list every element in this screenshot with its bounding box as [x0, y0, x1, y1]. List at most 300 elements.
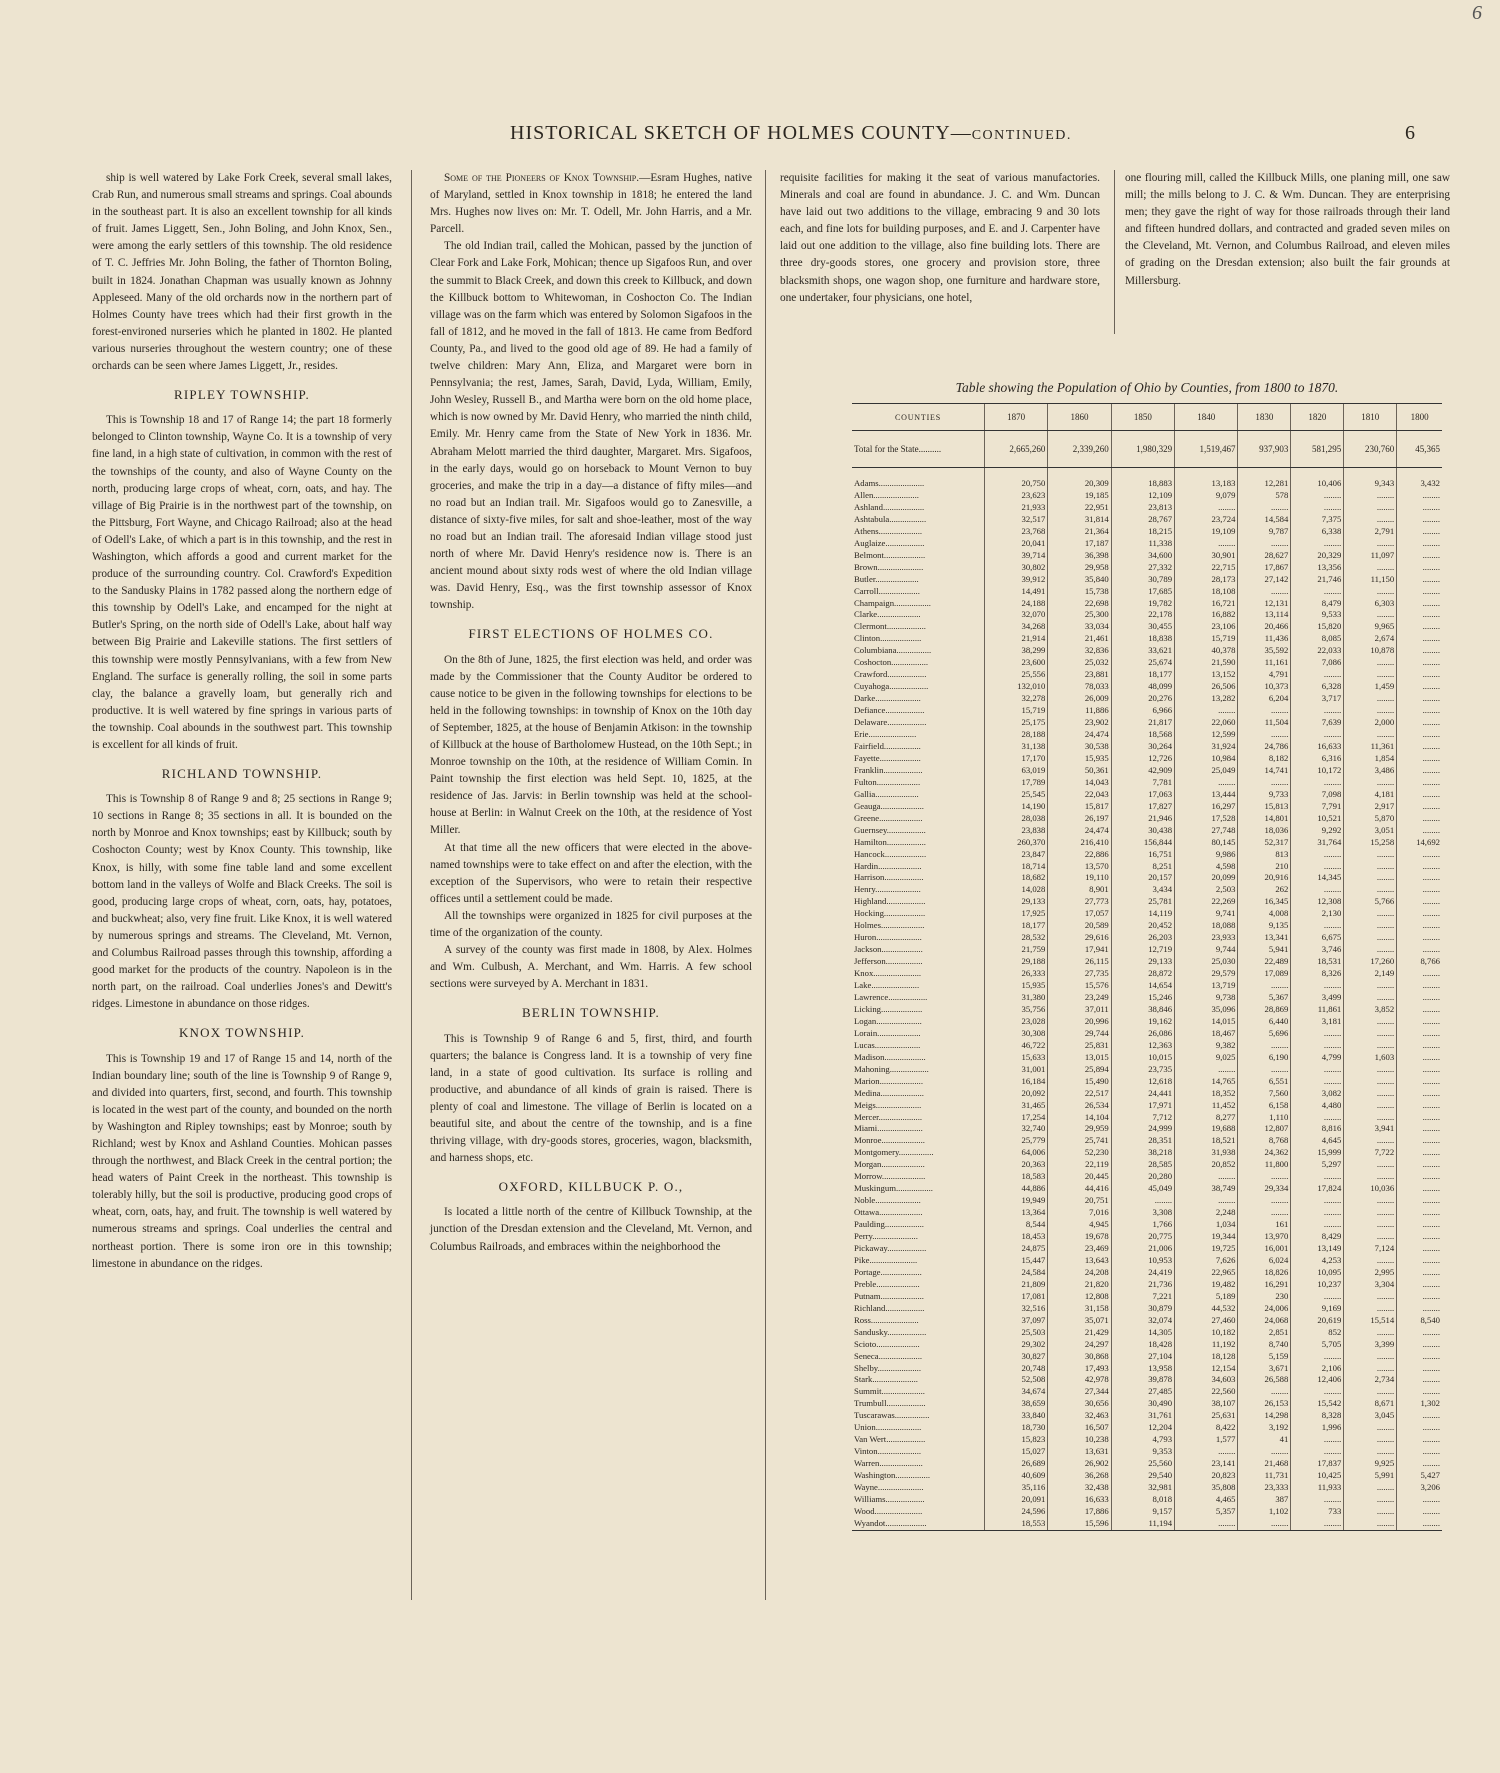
population-cell: ........ — [1344, 657, 1397, 669]
population-cell: 30,789 — [1111, 574, 1174, 586]
county-name-cell: Auglaize.................. — [854, 537, 925, 548]
population-cell: 6,158 — [1238, 1100, 1291, 1112]
table-row — [852, 1398, 1442, 1410]
population-cell: 4,793 — [1111, 1434, 1174, 1446]
population-cell: ........ — [1397, 1458, 1442, 1470]
population-cell: 21,914 — [985, 633, 1048, 645]
population-cell: 4,008 — [1238, 908, 1291, 920]
population-cell: ........ — [1397, 1183, 1442, 1195]
table-row — [852, 1470, 1442, 1482]
population-cell: 28,188 — [985, 729, 1048, 741]
paragraph-text: —Esram Hughes, native of Maryland, settled in Knox township in 1818; he entered the land Mrs. Hughes now lives on: Mr. T. Odell, Mr. John Harris, and a Mr. Parcell. — [430, 172, 753, 236]
population-cell: 3,941 — [1344, 1123, 1397, 1135]
population-cell: 14,741 — [1238, 765, 1291, 777]
population-cell: 24,875 — [985, 1243, 1048, 1255]
population-cell: 15,576 — [1048, 980, 1111, 992]
population-cell: 31,764 — [1291, 837, 1344, 849]
county-name-cell: Henry..................... — [854, 884, 921, 895]
population-cell: 7,124 — [1344, 1243, 1397, 1255]
table-row — [852, 550, 1442, 562]
population-cell: ........ — [1291, 1112, 1344, 1124]
county-name-cell: Knox...................... — [854, 968, 922, 979]
population-cell: 24,419 — [1111, 1267, 1174, 1279]
population-cell: 32,740 — [985, 1123, 1048, 1135]
population-cell: 2,106 — [1291, 1363, 1344, 1375]
population-cell: 30,538 — [1048, 741, 1111, 753]
population-cell: ........ — [1397, 550, 1442, 562]
population-cell: 23,847 — [985, 849, 1048, 861]
population-cell: ........ — [1291, 1171, 1344, 1183]
table-row — [852, 526, 1442, 538]
county-name-cell: Holmes.................... — [854, 920, 925, 931]
population-cell: 18,521 — [1175, 1135, 1238, 1147]
population-cell: 78,033 — [1048, 681, 1111, 693]
population-cell: 21,809 — [985, 1279, 1048, 1291]
population-cell: ........ — [1238, 729, 1291, 741]
population-cell: ........ — [1344, 1195, 1397, 1207]
county-name-cell: Defiance.................. — [854, 705, 925, 716]
population-cell: ........ — [1397, 514, 1442, 526]
population-cell: 14,298 — [1238, 1410, 1291, 1422]
population-cell: ........ — [1238, 586, 1291, 598]
population-cell: ........ — [1397, 1374, 1442, 1386]
population-cell: 4,598 — [1175, 861, 1238, 873]
population-cell: 8,277 — [1175, 1112, 1238, 1124]
population-cell: 21,364 — [1048, 526, 1111, 538]
population-cell: 17,827 — [1111, 801, 1174, 813]
population-cell: 260,370 — [985, 837, 1048, 849]
title-continued: CONTINUED. — [971, 128, 1072, 143]
population-cell: 5,991 — [1344, 1470, 1397, 1482]
table-row — [852, 1351, 1442, 1363]
population-cell: 15,999 — [1291, 1147, 1344, 1159]
section-heading-berlin: BERLIN TOWNSHIP. — [522, 1005, 660, 1021]
population-cell: 20,309 — [1048, 478, 1111, 490]
population-cell: 26,333 — [985, 968, 1048, 980]
population-cell: 17,260 — [1344, 956, 1397, 968]
population-cell: 4,791 — [1238, 669, 1291, 681]
county-name-cell: Miami..................... — [854, 1123, 923, 1134]
section-heading-ripley: RIPLEY TOWNSHIP. — [174, 387, 310, 403]
population-cell: ........ — [1291, 1076, 1344, 1088]
population-cell: 7,781 — [1111, 777, 1174, 789]
population-cell: 5,766 — [1344, 896, 1397, 908]
population-cell: 23,249 — [1048, 992, 1111, 1004]
population-cell: 34,268 — [985, 621, 1048, 633]
county-name-cell: Ashtabula................. — [854, 513, 927, 524]
table-row — [852, 992, 1442, 1004]
population-cell: 38,299 — [985, 645, 1048, 657]
population-cell: 5,189 — [1175, 1291, 1238, 1303]
table-row — [852, 1482, 1442, 1494]
county-name-cell: Cuyahoga.................. — [854, 681, 929, 692]
population-cell: ........ — [1291, 1207, 1344, 1219]
population-cell: 16,184 — [985, 1076, 1048, 1088]
population-cell: 20,775 — [1111, 1231, 1174, 1243]
population-cell: 16,345 — [1238, 896, 1291, 908]
population-cell: 17,254 — [985, 1112, 1048, 1124]
population-cell: 11,361 — [1344, 741, 1397, 753]
population-cell: 12,808 — [1048, 1291, 1111, 1303]
population-cell: 387 — [1238, 1494, 1291, 1506]
population-cell: 9,135 — [1238, 920, 1291, 932]
population-cell: 13,631 — [1048, 1446, 1111, 1458]
population-cell: 44,886 — [985, 1183, 1048, 1195]
population-cell: 17,493 — [1048, 1363, 1111, 1375]
population-cell: 3,082 — [1291, 1088, 1344, 1100]
county-name-cell: Mahoning.................. — [854, 1063, 929, 1074]
population-cell: 23,623 — [985, 490, 1048, 502]
population-cell: 10,984 — [1175, 753, 1238, 765]
population-cell: 29,302 — [985, 1339, 1048, 1351]
population-cell: 33,840 — [985, 1410, 1048, 1422]
table-row — [852, 932, 1442, 944]
population-cell: 26,153 — [1238, 1398, 1291, 1410]
table-row — [852, 598, 1442, 610]
population-cell: ........ — [1397, 1004, 1442, 1016]
population-cell: ........ — [1397, 1135, 1442, 1147]
county-name-cell: Wood...................... — [854, 1505, 923, 1516]
paragraph: one flouring mill, called the Killbuck Mills, one planing mill, one saw mill; the mills belong to J. C. & Wm. Duncan. They are enterprising men; they gave the right of way for those railroads through their land and fifteen hundred dollars, and contracted and graded seven miles on the Cleveland, Mt. Vernon, and Columbus Railroad, and eleven miles of grading on the Dresdan extension; also built the fair grounds at Millersburg. — [1125, 172, 1450, 287]
population-cell: 24,474 — [1048, 825, 1111, 837]
county-name-cell: Van Wert.................. — [854, 1434, 926, 1445]
population-cell: ........ — [1344, 1112, 1397, 1124]
population-cell: ........ — [1397, 717, 1442, 729]
population-cell: 20,099 — [1175, 872, 1238, 884]
population-cell: 3,434 — [1111, 884, 1174, 896]
population-cell: ........ — [1344, 944, 1397, 956]
population-cell: ........ — [1291, 920, 1344, 932]
county-name-cell: Champaign................. — [854, 597, 931, 608]
county-name-cell: Perry..................... — [854, 1231, 918, 1242]
population-cell: 20,852 — [1175, 1159, 1238, 1171]
population-cell: 5,941 — [1238, 944, 1291, 956]
population-cell: ........ — [1397, 645, 1442, 657]
population-cell: 11,861 — [1291, 1004, 1344, 1016]
population-cell: ........ — [1397, 1410, 1442, 1422]
population-cell: 3,206 — [1397, 1482, 1442, 1494]
county-name-cell: Meigs..................... — [854, 1099, 922, 1110]
county-name-cell: Crawford.................. — [854, 669, 927, 680]
population-cell: 35,808 — [1175, 1482, 1238, 1494]
population-cell: 32,070 — [985, 609, 1048, 621]
county-name-cell: Ashland................... — [854, 501, 925, 512]
population-cell: ........ — [1344, 992, 1397, 1004]
population-cell: ........ — [1344, 908, 1397, 920]
population-cell: 17,971 — [1111, 1100, 1174, 1112]
population-cell: 11,800 — [1238, 1159, 1291, 1171]
population-cell: ........ — [1344, 490, 1397, 502]
population-cell: 38,846 — [1111, 1004, 1174, 1016]
county-name-cell: Belmont................... — [854, 549, 926, 560]
table-row — [852, 1147, 1442, 1159]
population-cell: 38,107 — [1175, 1398, 1238, 1410]
paragraph: The old Indian trail, called the Mohican, passed by the junction of Clear Fork and Lake Fork, Mohican; thence up Sigafoos Run, and over the summit to Black Creek, and down this creek to Killbuck, and down the Killbuck bottom to Whitewoman, in Coshocton Co. The Indian village was on the farm which was entered by Solomon Sigafoos in the fall of 1812, and he moved in the fall of 1813. He came from Bedford County, Pa., and lived to the good old age of 89. He had a family of twelve children: Mary Ann, Eliza, and Margaret were born in Pennsylvania; the rest, James, Sarah, David, Lyda, William, Emily, John Wesley, Russell B., and Martha were born on the old home place, which is now owned by Mr. David Henry, who married the ninth child, Emily. Mr. Henry came from the State of New York in 1836. Mr. Abraham Melott married the third daughter, Margaret. Mrs. Sigafoos, in the early days, would go on horseback to Mount Vernon to buy groceries, and make the trip in a day—a distance of fifty miles—and no road but an Indian trail. Mr. Sigafoos would go to Zanesville, a distance of sixty-five miles, for salt and shoe-leather, most of the way no road but an Indian trail. The aforesaid Indian village stood just north of where Mr. David Henry's residence now is. There is an ancient mound about sixty rods west of where the old Indian village was. David Henry, Esq., was the first township assessor of Knox township. — [430, 240, 752, 612]
county-name-cell: Preble.................... — [854, 1278, 920, 1289]
population-cell: 8,671 — [1344, 1398, 1397, 1410]
population-cell: 10,238 — [1048, 1434, 1111, 1446]
population-cell: 24,441 — [1111, 1088, 1174, 1100]
county-name-cell: Portage................... — [854, 1266, 922, 1277]
table-row — [852, 1458, 1442, 1470]
population-cell: 40,378 — [1175, 645, 1238, 657]
population-cell: 30,308 — [985, 1028, 1048, 1040]
table-row — [852, 669, 1442, 681]
population-cell: ........ — [1397, 908, 1442, 920]
population-cell: 18,531 — [1291, 956, 1344, 968]
population-cell: ........ — [1175, 1064, 1238, 1076]
table-row — [852, 849, 1442, 861]
population-cell: ........ — [1291, 980, 1344, 992]
population-cell: 26,009 — [1048, 693, 1111, 705]
year-column-header: 1850 — [1111, 404, 1174, 431]
population-cell: 7,791 — [1291, 801, 1344, 813]
population-cell: 22,715 — [1175, 562, 1238, 574]
population-cell: 24,297 — [1048, 1339, 1111, 1351]
population-cell: 30,438 — [1111, 825, 1174, 837]
table-row — [852, 1386, 1442, 1398]
county-name-cell: Pike...................... — [854, 1254, 918, 1265]
population-cell: 13,570 — [1048, 861, 1111, 873]
total-cell: 581,295 — [1291, 431, 1344, 468]
population-cell: ........ — [1397, 538, 1442, 550]
population-cell: ........ — [1344, 1446, 1397, 1458]
population-cell: 32,278 — [985, 693, 1048, 705]
population-cell: ........ — [1291, 705, 1344, 717]
page-header — [100, 122, 1440, 152]
population-cell: ........ — [1397, 1386, 1442, 1398]
population-cell: 24,786 — [1238, 741, 1291, 753]
population-cell: 6,316 — [1291, 753, 1344, 765]
year-column-header: 1860 — [1048, 404, 1111, 431]
population-cell: ........ — [1291, 490, 1344, 502]
population-cell: 15,542 — [1291, 1398, 1344, 1410]
paragraph: This is Township 8 of Range 9 and 8; 25 sections in Range 9; 10 sections in Range 8; 35 sections in all. It is bounded on the north by Monroe and Knox townships; east by Killbuck; south by Coshocton County; west by Knox County. This township, like Knox, is hilly, with some fine table land and some excellent bottom land in the valleys of Wolfe and Black Creeks. The soil is good, producing large crops of wheat, corn, oats, hay, potatoes, and buckwheat; also, very fine fruit. Like Knox, it is well watered by numerous springs and streams. The Cleveland, Mt. Vernon, and Columbus Railroad passes through this township, affording a good market for the products of the country. Napoleon is in the north part, on the railroad. Coal underlies Jones's and Dewitt's ridges. Limestone in abundance on those ridges. — [92, 793, 392, 1011]
population-cell: 28,532 — [985, 932, 1048, 944]
table-row — [852, 1506, 1442, 1518]
table-row — [852, 1494, 1442, 1506]
county-name-cell: Lawrence.................. — [854, 991, 928, 1002]
population-cell: 26,506 — [1175, 681, 1238, 693]
population-cell: 7,375 — [1291, 514, 1344, 526]
population-cell: 5,696 — [1238, 1028, 1291, 1040]
county-name-cell: Putnam.................... — [854, 1290, 924, 1301]
table-row — [852, 1052, 1442, 1064]
paragraph — [430, 170, 752, 238]
population-cell: 20,619 — [1291, 1315, 1344, 1327]
population-cell: ........ — [1291, 1028, 1344, 1040]
population-cell: ........ — [1175, 705, 1238, 717]
population-cell: 45,049 — [1111, 1183, 1174, 1195]
population-cell: 33,034 — [1048, 621, 1111, 633]
population-cell: 39,878 — [1111, 1374, 1174, 1386]
population-cell: 27,735 — [1048, 968, 1111, 980]
population-cell: ........ — [1344, 1518, 1397, 1530]
population-cell: 38,749 — [1175, 1183, 1238, 1195]
population-cell: 9,744 — [1175, 944, 1238, 956]
population-cell: 20,750 — [985, 478, 1048, 490]
county-name-cell: Warren.................... — [854, 1458, 923, 1469]
population-cell: 28,627 — [1238, 550, 1291, 562]
county-name-cell: Clarke.................... — [854, 609, 921, 620]
table-row — [852, 944, 1442, 956]
population-cell: 29,579 — [1175, 968, 1238, 980]
population-cell: ........ — [1397, 932, 1442, 944]
population-cell: ........ — [1397, 621, 1442, 633]
population-cell: 15,258 — [1344, 837, 1397, 849]
population-cell: 1,766 — [1111, 1219, 1174, 1231]
population-cell: ........ — [1344, 920, 1397, 932]
population-cell: 17,057 — [1048, 908, 1111, 920]
population-cell: 11,097 — [1344, 550, 1397, 562]
population-cell: 20,466 — [1238, 621, 1291, 633]
population-cell: 26,902 — [1048, 1458, 1111, 1470]
population-cell: ........ — [1344, 502, 1397, 514]
county-name-cell: Stark..................... — [854, 1374, 918, 1385]
population-cell: 35,840 — [1048, 574, 1111, 586]
population-cell: 26,197 — [1048, 813, 1111, 825]
population-cell: 3,717 — [1291, 693, 1344, 705]
county-name-cell: Geauga.................... — [854, 800, 924, 811]
population-cell: 4,480 — [1291, 1100, 1344, 1112]
population-cell: 10,425 — [1291, 1470, 1344, 1482]
population-cell: 5,357 — [1175, 1506, 1238, 1518]
population-cell: 733 — [1291, 1506, 1344, 1518]
population-cell: 25,556 — [985, 669, 1048, 681]
page-title — [510, 122, 1072, 145]
table-row — [852, 861, 1442, 873]
text-column-3 — [780, 170, 1100, 307]
population-cell: 11,194 — [1111, 1518, 1174, 1530]
population-cell: 38,659 — [985, 1398, 1048, 1410]
population-cell: 4,945 — [1048, 1219, 1111, 1231]
population-cell: ........ — [1238, 980, 1291, 992]
population-cell: ........ — [1397, 920, 1442, 932]
table-row — [852, 777, 1442, 789]
county-name-cell: Erie...................... — [854, 729, 917, 740]
paragraph: This is Township 19 and 17 of Range 15 and 14, north of the Indian boundary line; south of the line is Township 9 of Range 9, and divided into quarters, first, second, and fourth. This township is located in the west part of the county, and bounded on the north by Washington and Ripley townships; east by Monroe; south by Richland; west by Knox and Ashland Counties. Mohican passes through the northwest, and Black Creek in the central portion; the head waters of Paint Creek in the northeast. This township is tolerably hilly, but the soil is productive, producing good crops of wheat, corn, oats, hay, and fruit. The township is well watered by numerous streams and springs. Coal underlies the central and northeast portion. There is some iron ore in this township; limestone in abundance on the ridges. — [92, 1052, 392, 1270]
population-cell: 23,141 — [1175, 1458, 1238, 1470]
population-cell: ........ — [1344, 872, 1397, 884]
population-cell: 24,188 — [985, 598, 1048, 610]
population-cell: 22,489 — [1238, 956, 1291, 968]
population-cell: 22,060 — [1175, 717, 1238, 729]
population-cell: ........ — [1291, 777, 1344, 789]
population-cell: ........ — [1238, 502, 1291, 514]
population-cell: 14,104 — [1048, 1112, 1111, 1124]
population-cell: 20,363 — [985, 1159, 1048, 1171]
population-cell: ........ — [1397, 992, 1442, 1004]
population-cell: 3,399 — [1344, 1339, 1397, 1351]
population-cell: ........ — [1397, 884, 1442, 896]
table-row — [852, 705, 1442, 717]
county-name-cell: Huron..................... — [854, 932, 922, 943]
population-cell: ........ — [1344, 514, 1397, 526]
population-cell: ........ — [1344, 669, 1397, 681]
population-cell: ........ — [1397, 598, 1442, 610]
county-name-cell: Clinton................... — [854, 633, 922, 644]
population-cell: 34,674 — [985, 1386, 1048, 1398]
population-cell: 18,215 — [1111, 526, 1174, 538]
county-name-cell: Greene.................... — [854, 812, 923, 823]
population-cell: 39,912 — [985, 574, 1048, 586]
population-cell: 7,722 — [1344, 1147, 1397, 1159]
population-cell: ........ — [1397, 1446, 1442, 1458]
county-name-cell: Morgan.................... — [854, 1159, 925, 1170]
population-cell: 8,085 — [1291, 633, 1344, 645]
population-cell: ........ — [1291, 1064, 1344, 1076]
year-column-header: 1840 — [1175, 404, 1238, 431]
population-cell: ........ — [1344, 1494, 1397, 1506]
population-cell: ........ — [1397, 526, 1442, 538]
population-cell: 210 — [1238, 861, 1291, 873]
table-row — [852, 1195, 1442, 1207]
county-name-cell: Seneca.................... — [854, 1350, 923, 1361]
population-cell: 18,453 — [985, 1231, 1048, 1243]
table-row — [852, 741, 1442, 753]
county-name-cell: Washington................ — [854, 1470, 931, 1481]
population-cell: 17,837 — [1291, 1458, 1344, 1470]
population-cell: ........ — [1344, 1291, 1397, 1303]
population-cell: 14,801 — [1238, 813, 1291, 825]
population-table — [852, 403, 1442, 1531]
table-row — [852, 1363, 1442, 1375]
text-column-1 — [92, 170, 392, 1273]
population-cell: 11,452 — [1175, 1100, 1238, 1112]
population-cell: 5,159 — [1238, 1351, 1291, 1363]
population-cell: 8,429 — [1291, 1231, 1344, 1243]
population-cell: 14,692 — [1397, 837, 1442, 849]
table-row — [852, 968, 1442, 980]
table-row — [852, 1207, 1442, 1219]
population-cell: ........ — [1291, 861, 1344, 873]
population-cell: 18,467 — [1175, 1028, 1238, 1040]
county-name-cell: Gallia.................... — [854, 788, 919, 799]
population-cell: ........ — [1397, 705, 1442, 717]
table-row — [852, 478, 1442, 490]
table-row — [852, 1422, 1442, 1434]
population-cell: ........ — [1397, 1112, 1442, 1124]
population-cell: 20,276 — [1111, 693, 1174, 705]
population-cell: ........ — [1397, 968, 1442, 980]
population-cell: 15,823 — [985, 1434, 1048, 1446]
population-cell: 12,204 — [1111, 1422, 1174, 1434]
table-header-row — [852, 404, 1442, 431]
population-cell: 21,817 — [1111, 717, 1174, 729]
population-cell: 18,036 — [1238, 825, 1291, 837]
population-cell: 16,633 — [1048, 1494, 1111, 1506]
population-cell: 25,831 — [1048, 1040, 1111, 1052]
population-cell: 8,328 — [1291, 1410, 1344, 1422]
population-cell: 24,362 — [1238, 1147, 1291, 1159]
county-name-cell: Highland.................. — [854, 896, 926, 907]
population-cell: 18,838 — [1111, 633, 1174, 645]
population-cell: 5,427 — [1397, 1470, 1442, 1482]
population-cell: 24,584 — [985, 1267, 1048, 1279]
population-cell: 6,190 — [1238, 1052, 1291, 1064]
population-cell: ........ — [1397, 1052, 1442, 1064]
population-cell: ........ — [1291, 1040, 1344, 1052]
population-cell: 14,028 — [985, 884, 1048, 896]
population-cell: ........ — [1344, 1171, 1397, 1183]
population-cell: 23,881 — [1048, 669, 1111, 681]
population-cell: 28,038 — [985, 813, 1048, 825]
table-row — [852, 896, 1442, 908]
population-cell: 31,938 — [1175, 1147, 1238, 1159]
population-cell: 31,158 — [1048, 1303, 1111, 1315]
population-cell: 25,545 — [985, 789, 1048, 801]
population-cell: 216,410 — [1048, 837, 1111, 849]
